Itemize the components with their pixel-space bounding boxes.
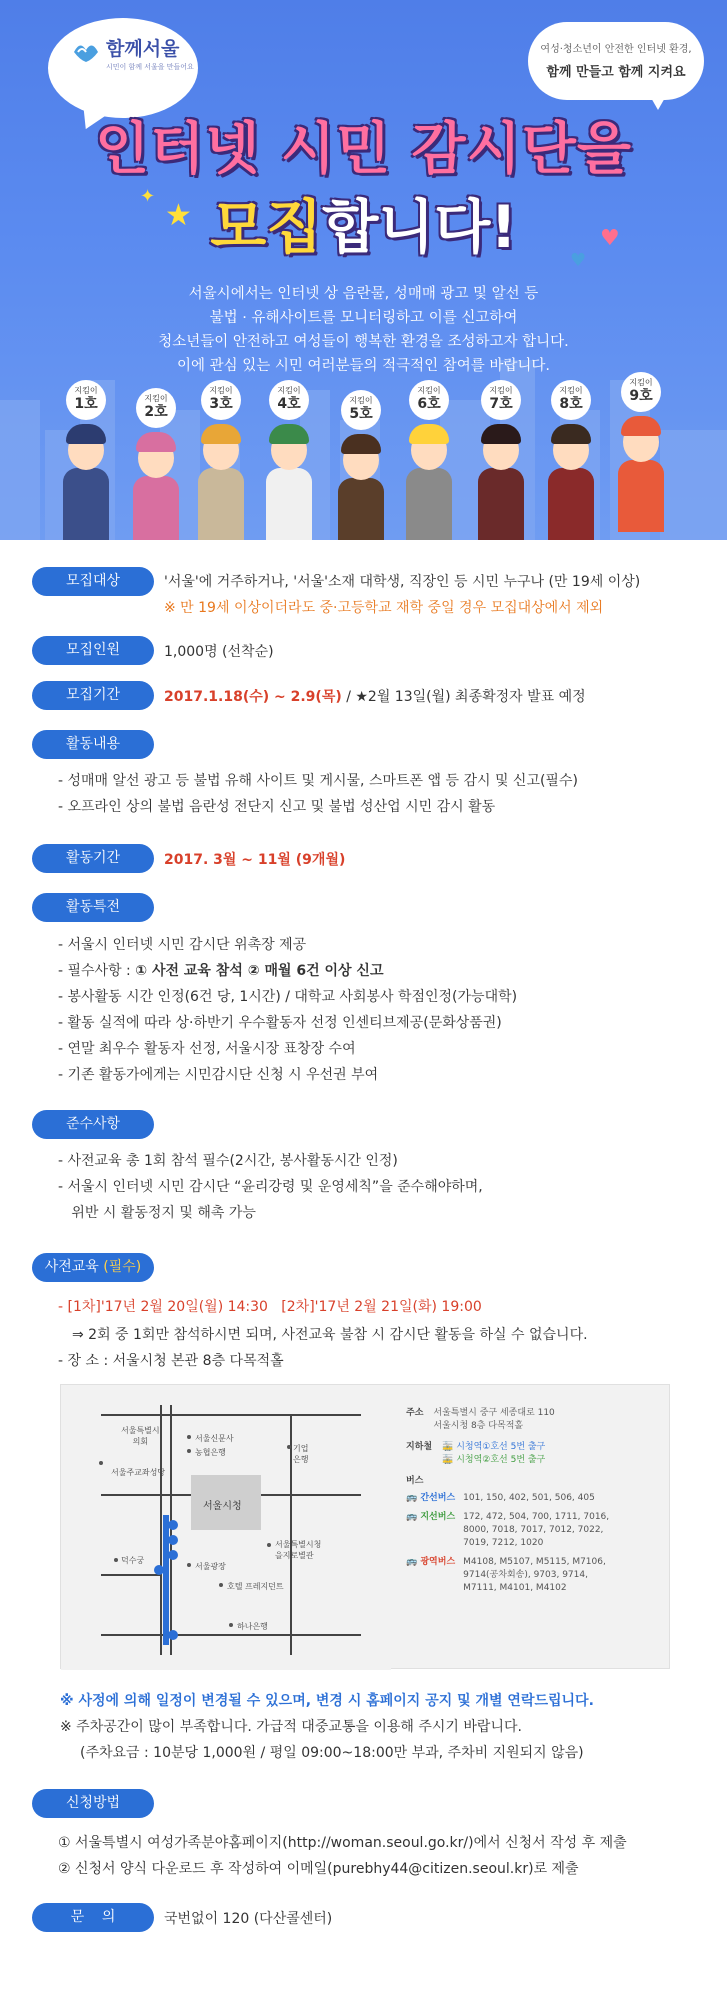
label-recruit-period: 모집기간 — [32, 681, 154, 710]
list-item: - 필수사항 : ① 사전 교육 참석 ② 매월 6건 이상 신고 — [58, 963, 384, 979]
hero-title-rest: 합니다! — [322, 193, 517, 261]
hero-desc-line: 청소년들이 안전하고 여성들이 행복한 환경을 조성하고자 합니다. — [158, 334, 569, 350]
label-activity: 활동내용 — [32, 730, 154, 759]
character-9 — [610, 372, 672, 532]
character-3 — [190, 380, 252, 540]
train-icon: 🚋 — [442, 1442, 454, 1452]
contact-text: 국번없이 120 (다산콜센터) — [164, 1911, 333, 1927]
character-tag: 지킴이 9호 — [621, 372, 661, 412]
map-address-line: 서울특별시 중구 세종대로 110 — [433, 1408, 555, 1418]
map-bus-wide-line: 9714(공차회송), 9703, 9714, — [463, 1570, 588, 1580]
character-tag: 지킴이 3호 — [201, 380, 241, 420]
map-label-city-hall: 서울시청 — [203, 1501, 242, 1512]
character-tag: 지킴이 8호 — [551, 380, 591, 420]
activity-list — [58, 768, 578, 820]
label-apply: 신청방법 — [32, 1789, 154, 1818]
hero-desc-line: 이에 관심 있는 시민 여러분들의 적극적인 참여를 바랍니다. — [176, 358, 551, 374]
hands-heart-icon — [72, 38, 100, 64]
map-subway-line: 🚋 시청역①호선 5번 출구 — [442, 1442, 546, 1452]
hero-title-line1: 인터넷 시민 감시단을 — [95, 117, 632, 182]
list-item: - 봉사활동 시간 인정(6건 당, 1시간) / 대학교 사회봉사 학점인정(가능대학) — [58, 989, 518, 1005]
map-label-press-center: 서울신문사 — [195, 1434, 234, 1443]
recruit-period-dates: 2017.1.18(수) ~ 2.9(목) — [164, 689, 342, 705]
character-1 — [55, 380, 117, 540]
label-education: 사전교육 (필수) — [32, 1253, 154, 1282]
rules-list — [58, 1148, 483, 1226]
slogan-line2: 함께 만들고 함께 지켜요 — [546, 65, 686, 80]
bus-icon: 🚌 — [406, 1493, 418, 1503]
star-icon: ✦ — [140, 186, 156, 207]
map-subway-line: 🚋 시청역②호선 5번 출구 — [442, 1455, 546, 1465]
character-tag: 지킴이 2호 — [136, 388, 176, 428]
heart-icon: ♥ — [570, 250, 587, 271]
label-recruit-count: 모집인원 — [32, 636, 154, 665]
label-contact: 문 의 — [32, 1903, 154, 1932]
map-label-cathedral: 서울주교좌성당 — [111, 1468, 166, 1477]
apply-list — [58, 1830, 627, 1882]
location-map — [60, 1384, 670, 1669]
map-label-ibk: 기업 은행 — [293, 1444, 309, 1464]
train-icon: 🚋 — [442, 1455, 454, 1465]
map-address-key: 주소 — [406, 1408, 424, 1418]
map-bus-branch-line: 172, 472, 504, 700, 1711, 7016, — [463, 1512, 610, 1522]
map-bus-branch-line: 8000, 7018, 7017, 7012, 7022, — [463, 1525, 604, 1535]
recruit-period-note: ★2월 13일(월) 최종확정자 발표 예정 — [355, 689, 586, 705]
character-8 — [540, 380, 602, 540]
recruit-period-sep: / — [346, 689, 351, 705]
list-item: - 서울시 인터넷 시민 감시단 “윤리강령 및 운영세칙”을 준수해야하며, — [58, 1179, 483, 1195]
character-5 — [330, 390, 392, 540]
map-bus-wide-line: M7111, M4101, M4102 — [463, 1583, 567, 1593]
map-bus-wide-line: M4108, M5107, M5115, M7106, — [463, 1557, 606, 1567]
bus-icon: 🚌 — [406, 1557, 418, 1567]
list-item: - 성매매 알선 광고 등 불법 유해 사이트 및 게시물, 스마트폰 앱 등 감시 및 신고(필수) — [58, 773, 578, 789]
logo-text: 함께서울 — [106, 38, 180, 60]
recruit-period-text — [164, 686, 586, 706]
map-label-city-council: 서울특별시 의회 — [121, 1426, 160, 1446]
bus-icon: 🚌 — [406, 1512, 418, 1522]
list-item: 위반 시 활동정지 및 해촉 가능 — [58, 1205, 256, 1221]
notice-schedule-change: ※ 사정에 의해 일정이 변경될 수 있으며, 변경 시 홈페이지 공지 및 개별 연락드립니다. — [60, 1693, 594, 1709]
map-label-hotel: 호텔 프레지던트 — [227, 1582, 284, 1591]
character-tag: 지킴이 4호 — [269, 380, 309, 420]
list-item: - 기존 활동가에게는 시민감시단 신청 시 우선권 부여 — [58, 1067, 379, 1083]
hero-desc-line: 불법 · 유해사이트를 모니터링하고 이를 신고하여 — [209, 310, 518, 326]
label-rules: 준수사항 — [32, 1110, 154, 1139]
map-bus-key: 버스 — [406, 1476, 424, 1486]
character-2 — [125, 388, 187, 540]
hero-title-highlight: 모집 — [210, 193, 323, 261]
required-items: ① 사전 교육 참석 ② 매월 6건 이상 신고 — [135, 963, 384, 979]
map-label-deoksugung: 덕수궁 — [121, 1556, 145, 1565]
notice-parking-fee: (주차요금 : 10분당 1,000원 / 평일 09:00~18:00만 부과, 주차비 지원되지 않음) — [80, 1745, 584, 1761]
logo-subtext: 시민이 함께 서울을 만들어요 — [106, 63, 194, 71]
character-tag: 지킴이 5호 — [341, 390, 381, 430]
education-schedule: - [1차]'17년 2월 20일(월) 14:30 [2차]'17년 2월 21일(화) 19:00 — [58, 1299, 482, 1315]
slogan-bubble — [528, 22, 704, 100]
map-info — [406, 1407, 609, 1595]
list-item: ② 신청서 양식 다운로드 후 작성하여 이메일(purebhy44@citizen.seoul.kr)로 제출 — [58, 1861, 579, 1877]
list-item: - 활동 실적에 따라 상·하반기 우수활동자 선정 인센티브제공(문화상품권) — [58, 1015, 502, 1031]
map-subway-key: 지하철 — [406, 1442, 433, 1452]
map-label-annex: 서울특별시청 을지로별관 — [275, 1540, 322, 1560]
hero-desc-line: 서울시에서는 인터넷 상 음란물, 성매매 광고 및 알선 등 — [188, 286, 539, 302]
notice-parking: ※ 주차공간이 많이 부족합니다. 가급적 대중교통을 이용해 주시기 바랍니다. — [60, 1719, 522, 1735]
character-4 — [258, 380, 320, 540]
education-note: ⇒ 2회 중 1회만 참석하시면 되며, 사전교육 불참 시 감시단 활동을 하실 수 없습니다. — [72, 1327, 588, 1343]
hero-banner — [0, 0, 727, 540]
character-tag: 지킴이 6호 — [409, 380, 449, 420]
map-label-nonghyup: 농협은행 — [195, 1448, 226, 1457]
education-place: - 장 소 : 서울시청 본관 8층 다목적홀 — [58, 1353, 284, 1369]
character-6 — [398, 380, 460, 540]
slogan-line1: 여성·청소년이 안전한 인터넷 환경, — [540, 44, 692, 55]
star-icon: ★ — [165, 198, 192, 233]
hero-description — [0, 282, 727, 378]
map-bus-wide-key: 🚌 광역버스 — [406, 1557, 456, 1567]
character-7 — [470, 380, 532, 540]
recruit-target-text: '서울'에 거주하거나, '서울'소재 대학생, 직장인 등 시민 누구나 (만 19세 이상) — [164, 574, 641, 590]
map-address-line: 서울시청 8층 다목적홀 — [433, 1421, 524, 1431]
list-item: - 서울시 인터넷 시민 감시단 위촉장 제공 — [58, 937, 307, 953]
recruit-target-note: ※ 만 19세 이상이더라도 중·고등학교 재학 중일 경우 모집대상에서 제외 — [164, 600, 604, 616]
character-tag: 지킴이 1호 — [66, 380, 106, 420]
heart-icon: ♥ — [600, 226, 620, 251]
label-required: (필수) — [103, 1259, 142, 1275]
recruit-count-text: 1,000명 (선착순) — [164, 644, 274, 660]
map-illustration — [61, 1385, 391, 1670]
hero-title-line2 — [0, 180, 727, 264]
list-item: ① 서울특별시 여성가족분야홈페이지(http://woman.seoul.go.kr/)에서 신청서 작성 후 제출 — [58, 1835, 627, 1851]
map-label-hana: 하나은행 — [237, 1622, 268, 1631]
map-bus-branch-key: 🚌 지선버스 — [406, 1512, 456, 1522]
list-item: - 연말 최우수 활동자 선정, 서울시장 표창장 수여 — [58, 1041, 356, 1057]
activity-period-text: 2017. 3월 ~ 11월 (9개월) — [164, 852, 346, 868]
list-item: - 사전교육 총 1회 참석 필수(2시간, 봉사활동시간 인정) — [58, 1153, 398, 1169]
map-label-seoul-plaza: 서울광장 — [195, 1562, 226, 1571]
map-bus-trunk-key: 🚌 간선버스 — [406, 1493, 456, 1503]
label-benefits: 활동특전 — [32, 893, 154, 922]
benefits-list — [58, 932, 517, 1088]
guardian-characters — [0, 380, 727, 540]
map-bus-branch-line: 7019, 7212, 1020 — [463, 1538, 544, 1548]
label-recruit-target: 모집대상 — [32, 567, 154, 596]
list-item: - 오프라인 상의 불법 음란성 전단지 신고 및 불법 성산업 시민 감시 활동 — [58, 799, 496, 815]
character-tag: 지킴이 7호 — [481, 380, 521, 420]
map-bus-trunk: 101, 150, 402, 501, 506, 405 — [463, 1493, 595, 1503]
label-activity-period: 활동기간 — [32, 844, 154, 873]
